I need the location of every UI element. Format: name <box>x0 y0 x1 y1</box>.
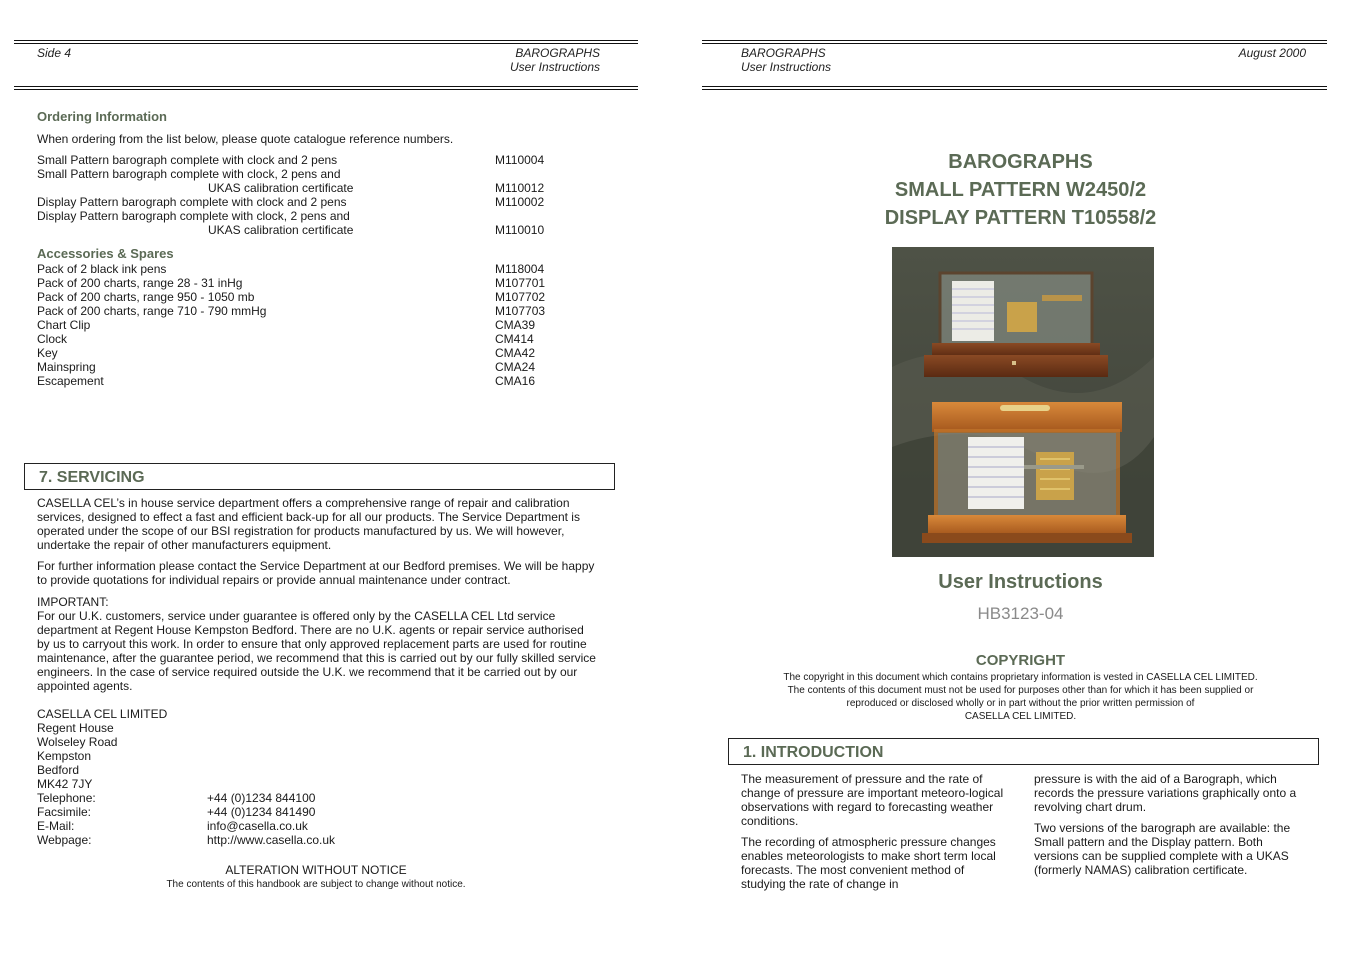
item-description: Escapement <box>37 374 104 388</box>
item-code: M107702 <box>495 290 546 304</box>
address-line: Bedford <box>37 763 80 777</box>
title-line: DISPLAY PATTERN T10558/2 <box>884 207 1157 229</box>
catalogue-row <box>37 346 597 360</box>
contact-row <box>37 805 316 819</box>
item-description: Small Pattern barograph complete with clock, 2 pens and <box>37 167 341 181</box>
item-description: Pack of 200 charts, range 28 - 31 inHg <box>37 276 243 290</box>
catalogue-row <box>37 374 597 388</box>
page-side-label: Side 4 <box>37 46 72 60</box>
catalogue-row <box>37 209 597 223</box>
contact-label: Facsimile: <box>37 805 92 819</box>
header-top-rule <box>702 40 1327 44</box>
contact-label: Telephone: <box>37 791 96 805</box>
item-code: M107703 <box>495 304 546 318</box>
servicing-para-2: For further information please contact the Service Department at our Bedford premises. We will be happy to provide quotations for individual repairs or provide annual maintenance under contract. <box>37 559 595 587</box>
header-date: August 2000 <box>1238 46 1306 60</box>
header-bottom-rule <box>702 86 1327 90</box>
catalogue-row <box>37 223 597 237</box>
header-doc-title <box>741 46 831 74</box>
title-line: BAROGRAPHS <box>948 151 1093 173</box>
catalogue-row <box>37 290 597 304</box>
item-description: UKAS calibration certificate <box>208 181 354 195</box>
item-description: Display Pattern barograph complete with clock and 2 pens <box>37 195 347 209</box>
item-description: Chart Clip <box>37 318 91 332</box>
item-description: Small Pattern barograph complete with clock and 2 pens <box>37 153 338 167</box>
catalogue-row <box>37 167 597 181</box>
copyright-heading: COPYRIGHT <box>975 652 1066 669</box>
contact-row <box>37 833 336 847</box>
right-page <box>690 0 1351 954</box>
header-subtitle-line: User Instructions <box>741 60 832 74</box>
address-line: Kempston <box>37 749 92 763</box>
contact-label: Webpage: <box>37 833 92 847</box>
servicing-para-1: CASELLA CEL’s in house service department offers a comprehensive range of repair and calibration services, designed to effect a fast and efficient back-up for all our products. The Service Department is operated under the scope of our BSI registration for products manufactured by us. We will however, undertake the repair of other manufacturers equipment. <box>37 496 580 552</box>
alteration-note: The contents of this handbook are subject to change without notice. <box>166 879 466 890</box>
header-top-rule <box>14 40 638 44</box>
header-bottom-rule <box>14 86 638 90</box>
barograph-photo <box>892 247 1154 557</box>
item-description: Pack of 200 charts, range 710 - 790 mmHg <box>37 304 267 318</box>
intro-col2-para1: pressure is with the aid of a Barograph, which records the pressure variations graphically onto a revolving chart drum. <box>1034 772 1297 814</box>
item-description: Pack of 200 charts, range 950 - 1050 mb <box>37 290 255 304</box>
document-number: HB3123-04 <box>977 604 1064 623</box>
item-description: Clock <box>37 332 68 346</box>
copyright-line: reproduced or disclosed wholly or in part without the prior written permission of <box>846 698 1195 709</box>
subtitle: User Instructions <box>938 571 1103 593</box>
company-address <box>37 707 336 847</box>
contact-row <box>37 819 308 833</box>
item-code: M110004 <box>495 153 545 167</box>
address-line: Wolseley Road <box>37 735 118 749</box>
accessories-heading: Accessories & Spares <box>37 246 174 261</box>
copyright-line: The contents of this document must not be used for purposes other than for which it has been supplied or <box>787 685 1254 696</box>
catalogue-row <box>37 153 597 167</box>
copyright-notice <box>690 671 1351 723</box>
contact-value: +44 (0)1234 841490 <box>207 805 316 819</box>
copyright-line: The copyright in this document which contains proprietary information is vested in CASELLA CEL LIMITED. <box>783 672 1258 683</box>
item-code: M110012 <box>495 181 545 195</box>
servicing-heading: 7. SERVICING <box>39 469 145 486</box>
contact-value: +44 (0)1234 844100 <box>207 791 316 805</box>
barograph-photo-illustration <box>892 247 1154 557</box>
item-code: CM414 <box>495 332 534 346</box>
contact-value: http://www.casella.co.uk <box>207 833 336 847</box>
catalogue-row <box>37 304 597 318</box>
copyright-line: CASELLA CEL LIMITED. <box>964 711 1077 722</box>
item-code: CMA24 <box>495 360 536 374</box>
alteration-title: ALTERATION WITHOUT NOTICE <box>225 863 407 877</box>
intro-col1-para2: The recording of atmospheric pressure changes enables meteorologists to make short term local forecasts. The most convenient method of studying the rate of change in <box>741 835 996 891</box>
address-line: MK42 7JY <box>37 777 93 791</box>
ordering-heading: Ordering Information <box>37 109 167 124</box>
catalogue-row <box>37 195 597 209</box>
address-line: Regent House <box>37 721 114 735</box>
header-subtitle-line: User Instructions <box>509 60 600 74</box>
item-description: Pack of 2 black ink pens <box>37 262 167 276</box>
item-description: Mainspring <box>37 360 96 374</box>
contact-label: E-Mail: <box>37 819 75 833</box>
contact-lines <box>37 791 336 847</box>
servicing-heading-box <box>24 463 615 490</box>
contact-value: info@casella.co.uk <box>207 819 308 833</box>
item-description: Key <box>37 346 58 360</box>
item-code: M110010 <box>495 223 545 237</box>
item-description: Display Pattern barograph complete with clock, 2 pens and <box>37 209 350 223</box>
ordering-list <box>37 153 597 237</box>
header-doc-title <box>510 46 600 74</box>
address-lines <box>37 707 167 791</box>
item-code: CMA39 <box>495 318 536 332</box>
contact-row <box>37 791 316 805</box>
catalogue-row <box>37 276 597 290</box>
item-code: CMA16 <box>495 374 536 388</box>
catalogue-row <box>37 360 597 374</box>
document-title <box>690 148 1351 232</box>
item-description: UKAS calibration certificate <box>208 223 354 237</box>
item-code: CMA42 <box>495 346 536 360</box>
accessories-list <box>37 262 597 388</box>
intro-col2-para2: Two versions of the barograph are available: the Small pattern and the Display pattern. Both versions can be supplied complete with a UKAS (formerly NAMAS) calibration certificate. <box>1034 821 1291 877</box>
catalogue-row <box>37 332 597 346</box>
servicing-para-3: For our U.K. customers, service under guarantee is offered only by the CASELLA CEL Ltd service department at Regent House Kempston Bedford. There are no U.K. agents or repair service authorised by us to carryout this work. In order to ensure that only approved replacement parts are used for routine maintenance, after the guarantee period, we recommend that this is carried out by our fully skilled service engineers. In the case of service required outside the U.K. we recommend that it be carried out by our appointed agents. <box>37 609 596 693</box>
header-title-line: BAROGRAPHS <box>515 46 600 60</box>
intro-col1-para1: The measurement of pressure and the rate of change of pressure are important meteoro-logical observations with regard to forecasting weather conditions. <box>741 772 1004 828</box>
left-page <box>0 0 660 954</box>
address-line: CASELLA CEL LIMITED <box>37 707 168 721</box>
item-code: M107701 <box>495 276 546 290</box>
introduction-heading-box <box>728 738 1319 765</box>
catalogue-row <box>37 181 597 195</box>
catalogue-row <box>37 318 597 332</box>
ordering-intro: When ordering from the list below, please quote catalogue reference numbers. <box>37 132 454 146</box>
item-code: M118004 <box>495 262 545 276</box>
important-label: IMPORTANT: <box>37 595 109 609</box>
title-line: SMALL PATTERN W2450/2 <box>894 179 1147 201</box>
catalogue-row <box>37 262 597 276</box>
header-title-line: BAROGRAPHS <box>741 46 826 60</box>
introduction-heading: 1. INTRODUCTION <box>743 744 884 761</box>
item-code: M110002 <box>495 195 545 209</box>
